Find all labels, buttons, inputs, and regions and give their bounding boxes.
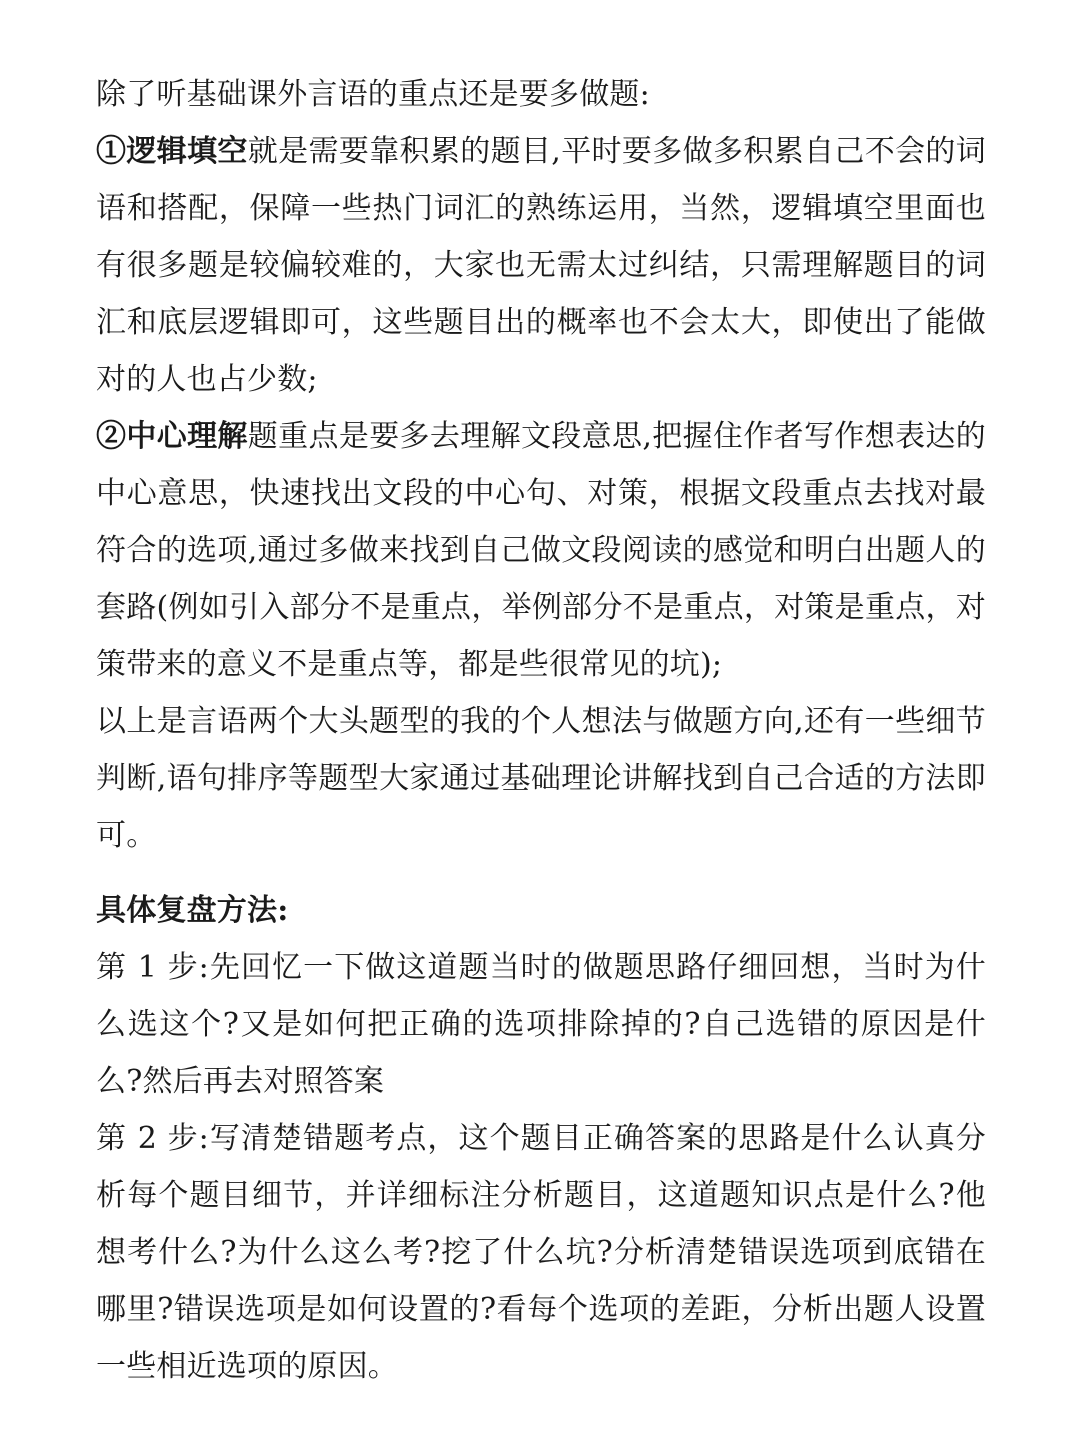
- item-central-understanding: [96, 408, 986, 693]
- method-heading: 具体复盘方法:: [96, 893, 289, 928]
- item-central-understanding-text: 题重点是要多去理解文段意思,把握住作者写作想表达的中心意思，快速找出文段的中心句、对策，根据文段重点去找对最符合的选项,通过多做来找到自己做文段阅读的感觉和明白出题人的套路(例如引入部分不是重点，举例部分不是重点，对策是重点，对策带来的意义不是重点等，都是些很常见的坑);: [96, 419, 986, 682]
- item-logic-fill-text: 就是需要靠积累的题目,平时要多做多积累自己不会的词语和搭配，保障一些热门词汇的熟练运用，当然，逻辑填空里面也有很多题是较偏较难的，大家也无需太过纠结，只需理解题目的词汇和底层逻辑即可，这些题目出的概率也不会太大，即使出了能做对的人也占少数;: [96, 134, 986, 397]
- item-logic-fill-term: 逻辑填空: [126, 134, 248, 169]
- item-logic-fill-marker: ①: [96, 134, 127, 169]
- item-central-understanding-marker: ②: [96, 419, 127, 454]
- step-1-paragraph: 第 1 步:先回忆一下做这道题当时的做题思路仔细回想，当时为什么选这个?又是如何把正确的选项排除掉的?自己选错的原因是什么?然后再去对照答案: [96, 950, 986, 1099]
- summary-paragraph: 以上是言语两个大头题型的我的个人想法与做题方向,还有一些细节判断,语句排序等题型大家通过基础理论讲解找到自己合适的方法即可。: [96, 704, 986, 853]
- item-central-understanding-term: 中心理解: [126, 419, 248, 454]
- step-2-paragraph: 第 2 步:写清楚错题考点，这个题目正确答案的思路是什么认真分析每个题目细节，并详细标注分析题目，这道题知识点是什么?他想考什么?为什么这么考?挖了什么坑?分析清楚错误选项到底错在哪里?错误选项是如何设置的?看每个选项的差距，分析出题人设置一些相近选项的原因。: [96, 1121, 986, 1384]
- item-logic-fill: [96, 123, 986, 408]
- document-body: [96, 66, 986, 1395]
- intro-paragraph: 除了听基础课外言语的重点还是要多做题:: [96, 77, 650, 112]
